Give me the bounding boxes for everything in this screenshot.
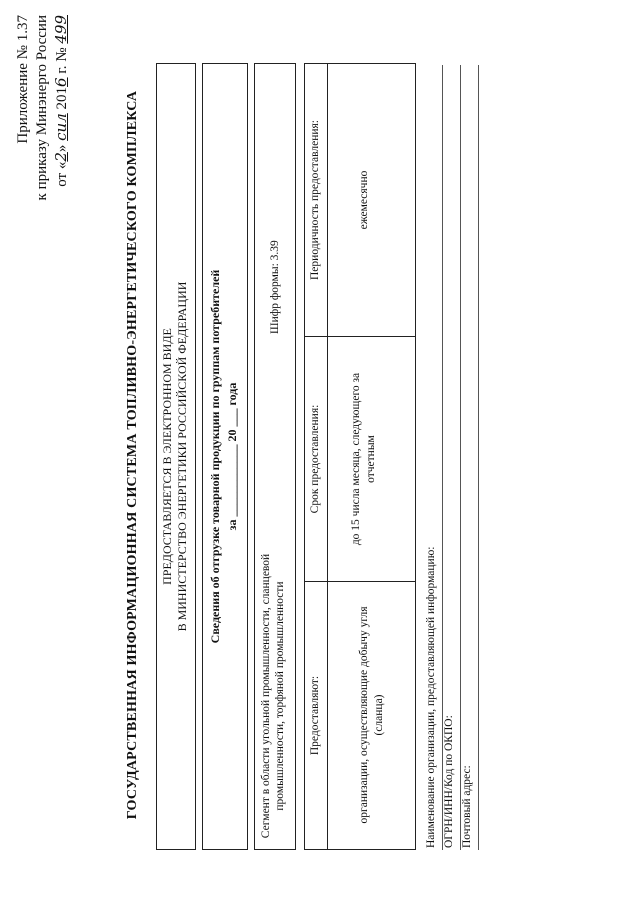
electronic-line-1: ПРЕДОСТАВЛЯЕТСЯ В ЭЛЕКТРОННОМ ВИДЕ — [160, 328, 174, 585]
segment-text: Сегмент в области угольной промышленности, сланцевой промышленности, торфяной промышленности — [260, 553, 286, 839]
header-deadline: Срок предоставления: — [309, 404, 321, 514]
postal-address-field: Почтовый адрес: — [461, 65, 479, 850]
value-submitters: организации, осуществляющие добычу угля (сланца) — [358, 606, 385, 824]
form-code: Шифр формы: 3.39 — [269, 240, 281, 334]
report-period: за ____________ 20 ___ года — [225, 382, 239, 531]
handwritten-day: 2 — [52, 152, 70, 162]
appendix-line-2: к приказу Минэнерго России — [34, 15, 50, 201]
value-periodicity: ежемесячно — [358, 170, 370, 230]
value-deadline: до 15 числа месяца, следующего за отчетным — [350, 372, 377, 546]
appendix-line-1: Приложение № 1.37 — [15, 15, 31, 144]
electronic-line-2: В МИНИСТЕРСТВО ЭНЕРГЕТИКИ РОССИЙСКОЙ ФЕДЕРАЦИИ — [175, 281, 189, 632]
handwritten-month: сил — [52, 113, 70, 141]
table-divider-1 — [305, 581, 415, 582]
segment-box — [254, 63, 296, 850]
org-ids-field: ОГРН/ИНН/Код по ОКПО: — [443, 65, 461, 850]
header-submitters: Предоставляют: — [309, 675, 321, 756]
electronic-submission-box — [156, 63, 196, 850]
org-name-field: Наименование организации, предоставляющей информацию: — [425, 65, 443, 850]
organization-fields — [425, 65, 479, 850]
report-title-box — [202, 63, 248, 850]
report-title: Сведения об отгрузке товарной продукции по группам потребителей — [208, 269, 222, 644]
handwritten-number: 499 — [52, 15, 70, 44]
main-title: ГОСУДАРСТВЕННАЯ ИНФОРМАЦИОННАЯ СИСТЕМА ТОПЛИВНО-ЭНЕРГЕТИЧЕСКОГО КОМПЛЕКСА — [125, 90, 140, 820]
header-periodicity: Периодичность предоставления: — [309, 120, 321, 280]
submission-table — [304, 63, 416, 850]
handwritten-year-digit: 6 — [52, 77, 70, 87]
table-divider-2 — [305, 336, 415, 337]
appendix-line-3: от «2» сил 2016 г. № 499 — [52, 15, 70, 187]
appendix-header — [14, 15, 72, 305]
